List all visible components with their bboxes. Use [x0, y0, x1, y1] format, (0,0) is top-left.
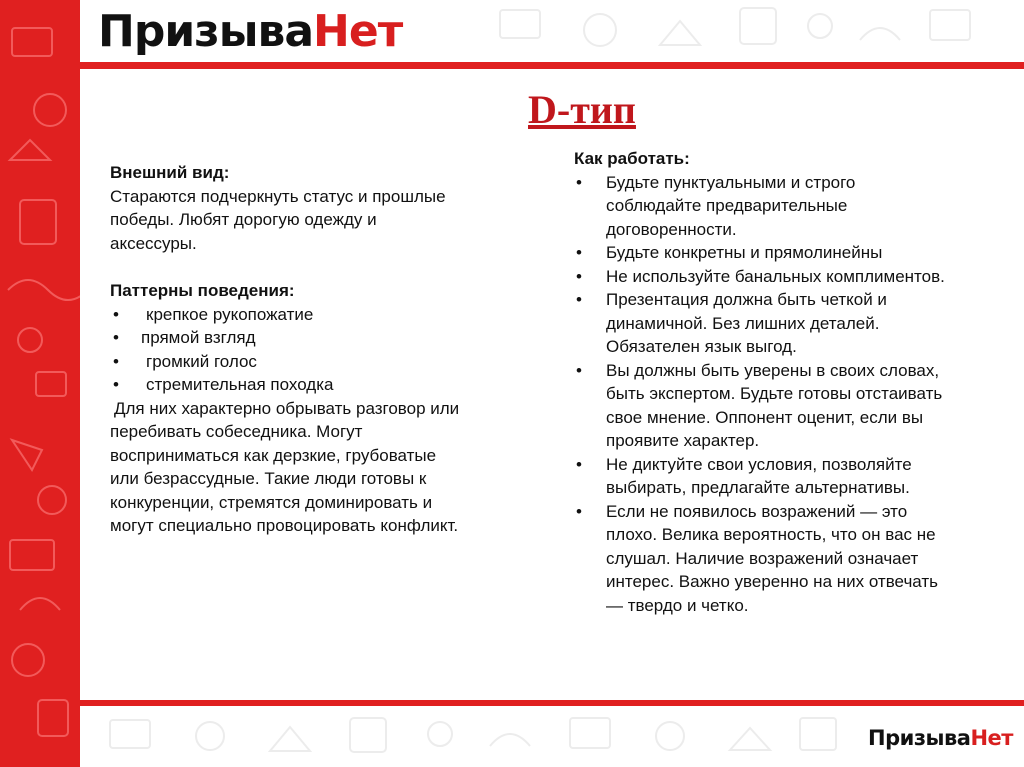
bullet-icon: •	[113, 351, 119, 371]
text-line: Вы должны быть уверены в своих словах,	[606, 360, 940, 380]
bullet-icon: •	[113, 328, 119, 347]
text-line: или безрассудные. Такие люди готовы к	[110, 469, 427, 488]
bullet-icon: •	[113, 375, 119, 394]
how-to-work-list	[574, 171, 1014, 618]
list-item	[574, 359, 1014, 453]
text-line: соблюдайте предварительные	[606, 196, 848, 215]
brand-logo: ПризываНет	[98, 6, 403, 57]
bullet-icon: •	[576, 243, 582, 262]
bullet-icon: •	[576, 454, 582, 474]
list-item	[574, 288, 1014, 359]
text-line: могут специально провоцировать конфликт.	[110, 516, 459, 535]
bullet-icon: •	[576, 501, 582, 521]
text-line: свое мнение. Оппонент оценит, если вы	[606, 407, 924, 427]
text-line: Будьте пунктуальными и строго	[606, 172, 856, 192]
text-line: проявите характер.	[606, 431, 760, 450]
list-item: • прямой взгляд	[110, 326, 530, 350]
text-line: Презентация должна быть четкой и	[606, 290, 887, 309]
text-line: выбирать, предлагайте альтернативы.	[606, 478, 910, 497]
behavior-summary	[110, 397, 530, 421]
text-line: аксессуры.	[110, 233, 197, 253]
patterns-list	[110, 303, 530, 397]
text-line: Для них характерно обрывать разговор или	[114, 398, 460, 418]
text-line: перебивать собеседника. Могут	[110, 422, 363, 441]
text-line: победы. Любят дорогую одежду и	[110, 210, 377, 229]
list-item	[574, 500, 1014, 618]
list-item	[574, 453, 1014, 500]
slide-title: D-тип	[528, 87, 636, 132]
list-item: • громкий голос	[110, 350, 530, 374]
appearance-text	[110, 185, 530, 256]
text-line: договоренности.	[606, 219, 737, 239]
text-line: — твердо и четко.	[606, 595, 749, 615]
text-line: Стараются подчеркнуть статус и прошлые	[110, 186, 446, 206]
bullet-icon: •	[576, 266, 582, 286]
footer-logo: ПризываНет	[868, 726, 1013, 750]
text-line: Не используйте банальных комплиментов.	[606, 266, 945, 286]
appearance-heading: Внешний вид:	[110, 163, 230, 182]
bullet-icon: •	[576, 360, 582, 380]
bullet-icon: •	[113, 304, 119, 324]
patterns-heading: Паттерны поведения:	[110, 281, 295, 300]
text-line: Будьте конкретны и прямолинейны	[606, 243, 883, 262]
text-line: динамичной. Без лишних деталей.	[606, 313, 880, 333]
bullet-icon: •	[576, 172, 582, 192]
text-line: слушал. Наличие возражений означает	[606, 548, 919, 568]
text-line: Не диктуйте свои условия, позволяйте	[606, 454, 912, 474]
text-line: плохо. Велика вероятность, что он вас не	[606, 525, 936, 544]
list-item: • крепкое рукопожатие	[110, 303, 530, 327]
list-item: • стремительная походка	[110, 373, 530, 397]
text-line: интерес. Важно уверенно на них отвечать	[606, 572, 939, 591]
bullet-icon: •	[576, 290, 582, 309]
header-rule	[80, 62, 1024, 69]
list-item	[574, 265, 1014, 289]
text-line: Если не появилось возражений — это	[606, 501, 908, 521]
left-column	[110, 161, 530, 538]
how-to-work-heading: Как работать:	[574, 149, 690, 168]
text-line: быть экспертом. Будьте готовы отстаивать	[606, 384, 943, 403]
list-item	[574, 171, 1014, 242]
text-line: восприниматься как дерзкие, грубоватые	[110, 445, 437, 465]
behavior-summary-cont	[110, 420, 530, 538]
text-line: Обязателен язык выгод.	[606, 337, 797, 356]
right-column	[574, 147, 1014, 617]
list-item	[574, 241, 1014, 265]
text-line: конкуренции, стремятся доминировать и	[110, 492, 433, 512]
